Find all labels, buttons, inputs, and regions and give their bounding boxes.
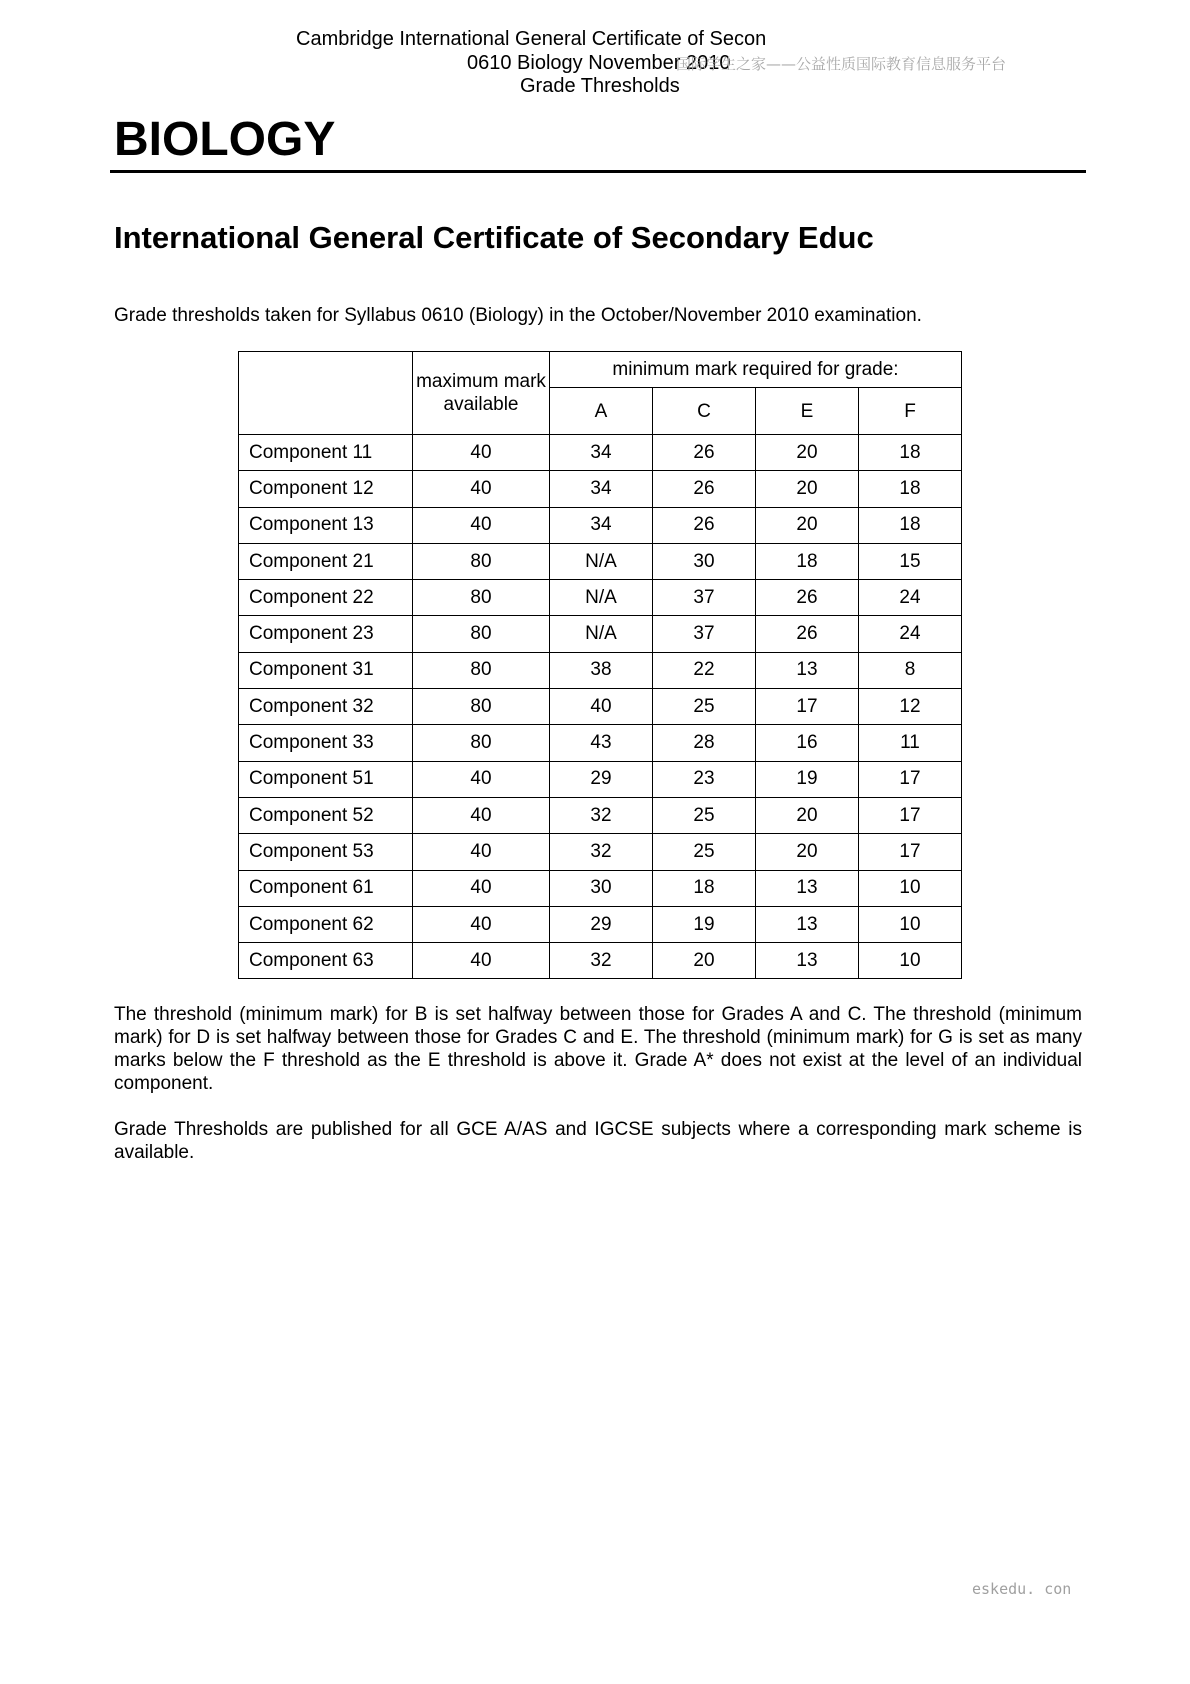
grade-c-cell: 23 (653, 761, 756, 797)
table-row (239, 471, 962, 507)
max-mark-cell: 80 (413, 652, 550, 688)
max-mark-cell: 40 (413, 797, 550, 833)
grade-f-cell: 10 (859, 906, 962, 942)
max-mark-cell: 80 (413, 725, 550, 761)
max-mark-cell: 80 (413, 580, 550, 616)
grade-f-cell: 8 (859, 652, 962, 688)
grade-a-cell: 43 (550, 725, 653, 761)
table-row (239, 943, 962, 979)
grade-a-cell: 34 (550, 435, 653, 471)
grade-a-cell: N/A (550, 543, 653, 579)
component-cell: Component 11 (239, 435, 413, 471)
max-mark-cell: 40 (413, 834, 550, 870)
grade-a-cell: 32 (550, 797, 653, 833)
grade-a-cell: 29 (550, 761, 653, 797)
table-row (239, 870, 962, 906)
grade-e-cell: 20 (756, 435, 859, 471)
grade-f-cell: 15 (859, 543, 962, 579)
grade-c-cell: 25 (653, 834, 756, 870)
grade-c-cell: 28 (653, 725, 756, 761)
published-note: Grade Thresholds are published for all GCE A/AS and IGCSE subjects where a corresponding mark scheme is available. (114, 1119, 1082, 1163)
grade-a-cell: N/A (550, 616, 653, 652)
max-mark-cell: 80 (413, 616, 550, 652)
grade-c-cell: 26 (653, 471, 756, 507)
grade-c-cell: 19 (653, 906, 756, 942)
grade-c-cell: 20 (653, 943, 756, 979)
max-mark-cell: 40 (413, 943, 550, 979)
grade-c-cell: 25 (653, 797, 756, 833)
component-cell: Component 51 (239, 761, 413, 797)
grade-e-cell: 19 (756, 761, 859, 797)
grade-c-cell: 25 (653, 689, 756, 725)
grade-e-cell: 18 (756, 543, 859, 579)
watermark-top: 国际学生之家——公益性质国际教育信息服务平台 (676, 55, 1007, 73)
grade-c-cell: 26 (653, 507, 756, 543)
header-grade-a: A (550, 388, 653, 435)
grade-f-cell: 17 (859, 761, 962, 797)
max-mark-cell: 80 (413, 543, 550, 579)
header-empty-cell (239, 352, 413, 435)
grade-a-cell: 32 (550, 943, 653, 979)
watermark-bottom: eskedu. con (972, 1580, 1072, 1598)
component-cell: Component 62 (239, 906, 413, 942)
grade-f-cell: 18 (859, 507, 962, 543)
grade-e-cell: 13 (756, 943, 859, 979)
max-mark-cell: 40 (413, 761, 550, 797)
component-cell: Component 22 (239, 580, 413, 616)
max-mark-cell: 40 (413, 507, 550, 543)
table-row (239, 435, 962, 471)
grade-c-cell: 37 (653, 616, 756, 652)
component-cell: Component 63 (239, 943, 413, 979)
header-line-3: Grade Thresholds (520, 75, 680, 97)
table-row (239, 761, 962, 797)
table-row (239, 834, 962, 870)
grade-c-cell: 22 (653, 652, 756, 688)
max-mark-cell: 80 (413, 689, 550, 725)
grade-f-cell: 11 (859, 725, 962, 761)
grade-thresholds-table (238, 351, 962, 979)
grade-e-cell: 26 (756, 580, 859, 616)
grade-f-cell: 17 (859, 834, 962, 870)
component-cell: Component 23 (239, 616, 413, 652)
grade-e-cell: 26 (756, 616, 859, 652)
grade-c-cell: 30 (653, 543, 756, 579)
component-cell: Component 33 (239, 725, 413, 761)
grade-f-cell: 12 (859, 689, 962, 725)
header-max-mark: maximum mark available (413, 352, 550, 435)
grade-a-cell: 29 (550, 906, 653, 942)
table-row (239, 689, 962, 725)
table-row (239, 725, 962, 761)
max-mark-cell: 40 (413, 870, 550, 906)
intro-text: Grade thresholds taken for Syllabus 0610 (Biology) in the October/November 2010 examination. (114, 305, 922, 326)
table-row (239, 507, 962, 543)
grade-e-cell: 20 (756, 507, 859, 543)
grade-e-cell: 20 (756, 471, 859, 507)
component-cell: Component 52 (239, 797, 413, 833)
grade-a-cell: 34 (550, 507, 653, 543)
table-row (239, 652, 962, 688)
grade-a-cell: 30 (550, 870, 653, 906)
max-mark-cell: 40 (413, 471, 550, 507)
grade-f-cell: 17 (859, 797, 962, 833)
grade-f-cell: 18 (859, 471, 962, 507)
max-mark-cell: 40 (413, 906, 550, 942)
component-cell: Component 61 (239, 870, 413, 906)
component-cell: Component 12 (239, 471, 413, 507)
header-line-2: 0610 Biology November 2010 (467, 52, 731, 74)
header-grade-c: C (653, 388, 756, 435)
max-mark-cell: 40 (413, 435, 550, 471)
grade-f-cell: 10 (859, 870, 962, 906)
grade-e-cell: 17 (756, 689, 859, 725)
grade-e-cell: 13 (756, 652, 859, 688)
component-cell: Component 53 (239, 834, 413, 870)
header-min-mark-group: minimum mark required for grade: (550, 352, 962, 388)
grade-c-cell: 18 (653, 870, 756, 906)
grade-a-cell: 34 (550, 471, 653, 507)
grade-e-cell: 13 (756, 906, 859, 942)
grade-a-cell: 38 (550, 652, 653, 688)
component-cell: Component 32 (239, 689, 413, 725)
component-cell: Component 13 (239, 507, 413, 543)
page-title: BIOLOGY (114, 113, 336, 166)
grade-a-cell: 32 (550, 834, 653, 870)
title-rule (110, 170, 1086, 173)
grade-f-cell: 24 (859, 580, 962, 616)
grade-f-cell: 10 (859, 943, 962, 979)
grade-f-cell: 24 (859, 616, 962, 652)
grade-c-cell: 37 (653, 580, 756, 616)
grade-a-cell: 40 (550, 689, 653, 725)
header-grade-e: E (756, 388, 859, 435)
grade-f-cell: 18 (859, 435, 962, 471)
grade-e-cell: 20 (756, 797, 859, 833)
component-cell: Component 21 (239, 543, 413, 579)
table-row (239, 543, 962, 579)
header-grade-f: F (859, 388, 962, 435)
grade-e-cell: 16 (756, 725, 859, 761)
grade-e-cell: 13 (756, 870, 859, 906)
table-row (239, 616, 962, 652)
page-subtitle: International General Certificate of Secondary Educ (114, 220, 874, 255)
table-row (239, 580, 962, 616)
header-line-1: Cambridge International General Certificate of Secon (296, 28, 767, 50)
grade-e-cell: 20 (756, 834, 859, 870)
grade-a-cell: N/A (550, 580, 653, 616)
threshold-note: The threshold (minimum mark) for B is set halfway between those for Grades A and C. The threshold (minimum mark) for D is set halfway between those for Grades C and E. The threshold (minimum mark) for G is set as many marks below the F threshold as the E threshold is above it. Grade A* does not exist at the level of an individual component. (114, 1004, 1082, 1094)
table-row (239, 906, 962, 942)
table-row (239, 797, 962, 833)
grade-c-cell: 26 (653, 435, 756, 471)
component-cell: Component 31 (239, 652, 413, 688)
